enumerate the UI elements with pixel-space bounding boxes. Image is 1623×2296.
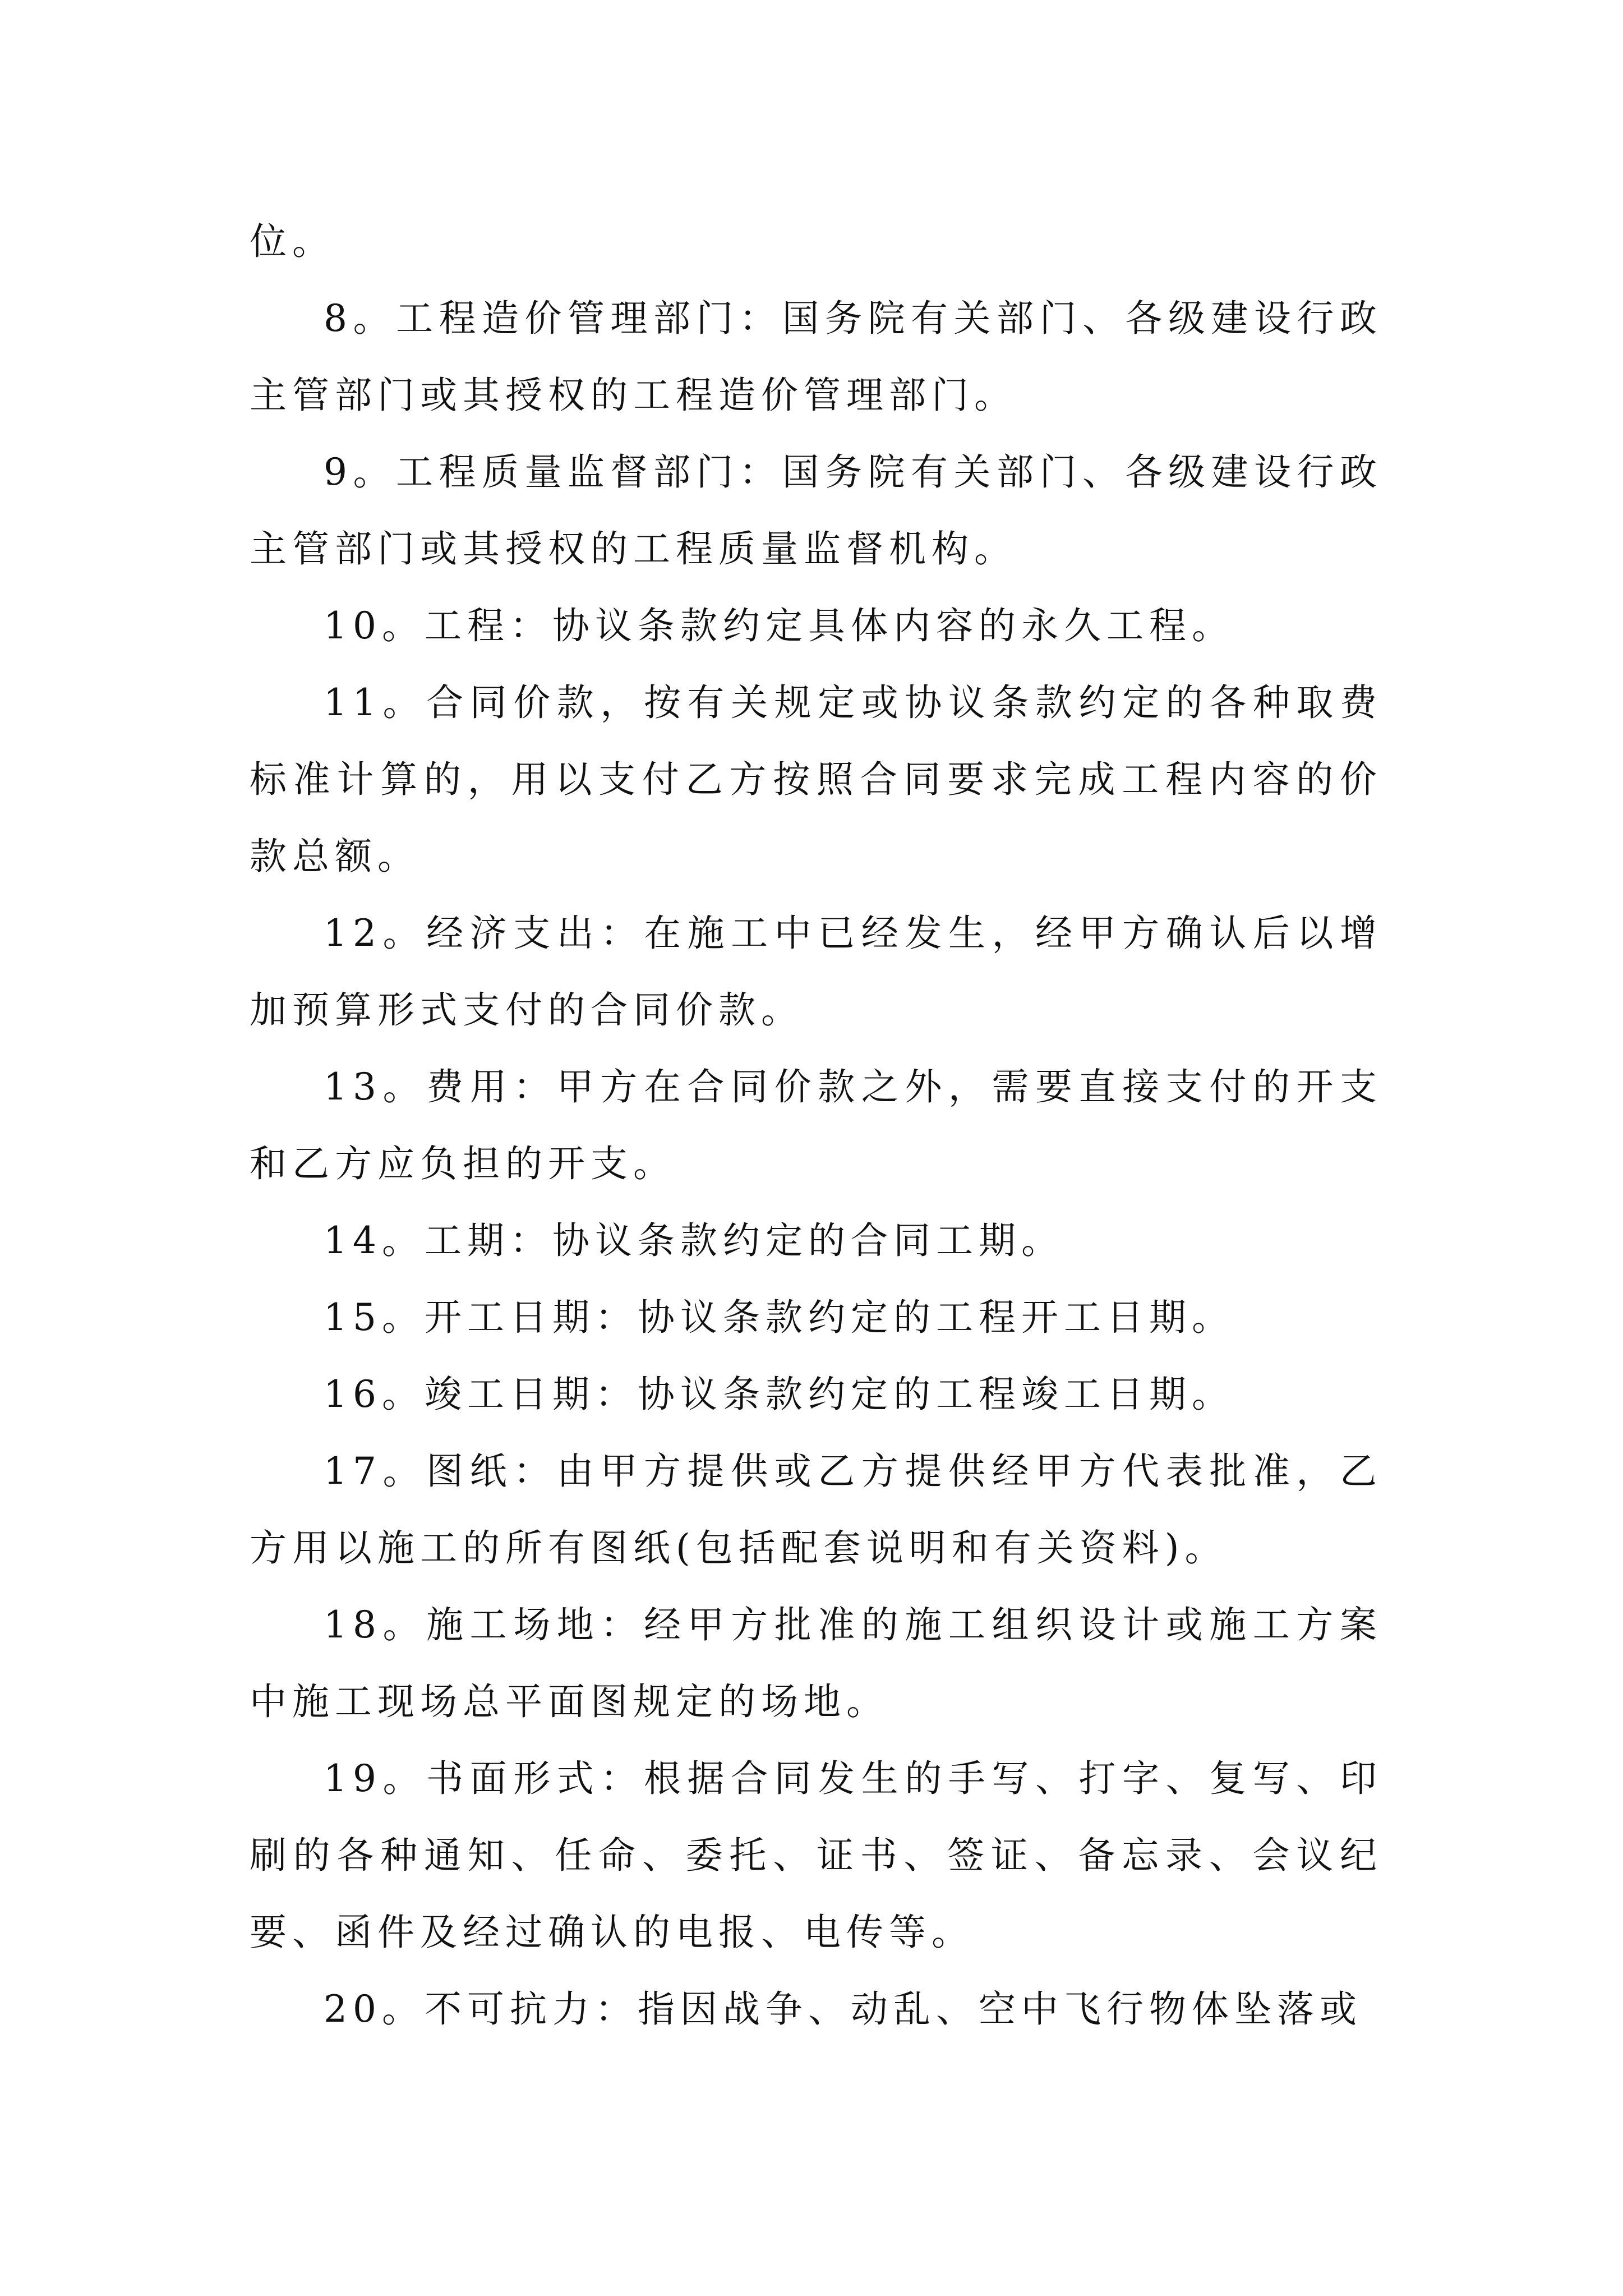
document-body: [250, 203, 1382, 2047]
clause-10-paragraph: 10。工程：协议条款约定具体内容的永久工程。: [324, 604, 1234, 647]
clause-14-paragraph: 14。工期：协议条款约定的合同工期。: [324, 1219, 1064, 1262]
clause-20-paragraph: 20。不可抗力：指因战争、动乱、空中飞行物体坠落或: [324, 1987, 1362, 2031]
clause-9-paragraph: 9。工程质量监督部门：国务院有关部门、各级建设行政主管部门或其授权的工程质量监督机构。: [250, 450, 1382, 570]
clause-12-paragraph: 12。经济支出：在施工中已经发生，经甲方确认后以增加预算形式支付的合同价款。: [250, 912, 1382, 1032]
clause-18-paragraph: 18。施工场地：经甲方批准的施工组织设计或施工方案中施工现场总平面图规定的场地。: [250, 1603, 1382, 1723]
clause-11-paragraph: 11。合同价款，按有关规定或协议条款约定的各种取费标准计算的，用以支付乙方按照合同要求完成工程内容的价款总额。: [250, 681, 1382, 878]
paragraph-continuation: 位。: [250, 220, 335, 263]
clause-8-paragraph: 8。工程造价管理部门：国务院有关部门、各级建设行政主管部门或其授权的工程造价管理部门。: [250, 297, 1382, 417]
clause-17-paragraph: 17。图纸：由甲方提供或乙方提供经甲方代表批准，乙方用以施工的所有图纸(包括配套说明和有关资料)。: [250, 1450, 1382, 1570]
clause-13-paragraph: 13。费用：甲方在合同价款之外，需要直接支付的开支和乙方应负担的开支。: [250, 1065, 1382, 1185]
clause-16-paragraph: 16。竣工日期：协议条款约定的工程竣工日期。: [324, 1373, 1234, 1416]
clause-19-paragraph: 19。书面形式：根据合同发生的手写、打字、复写、印刷的各种通知、任命、委托、证书、签证、备忘录、会议纪要、函件及经过确认的电报、电传等。: [250, 1757, 1382, 1954]
clause-15-paragraph: 15。开工日期：协议条款约定的工程开工日期。: [324, 1296, 1234, 1339]
